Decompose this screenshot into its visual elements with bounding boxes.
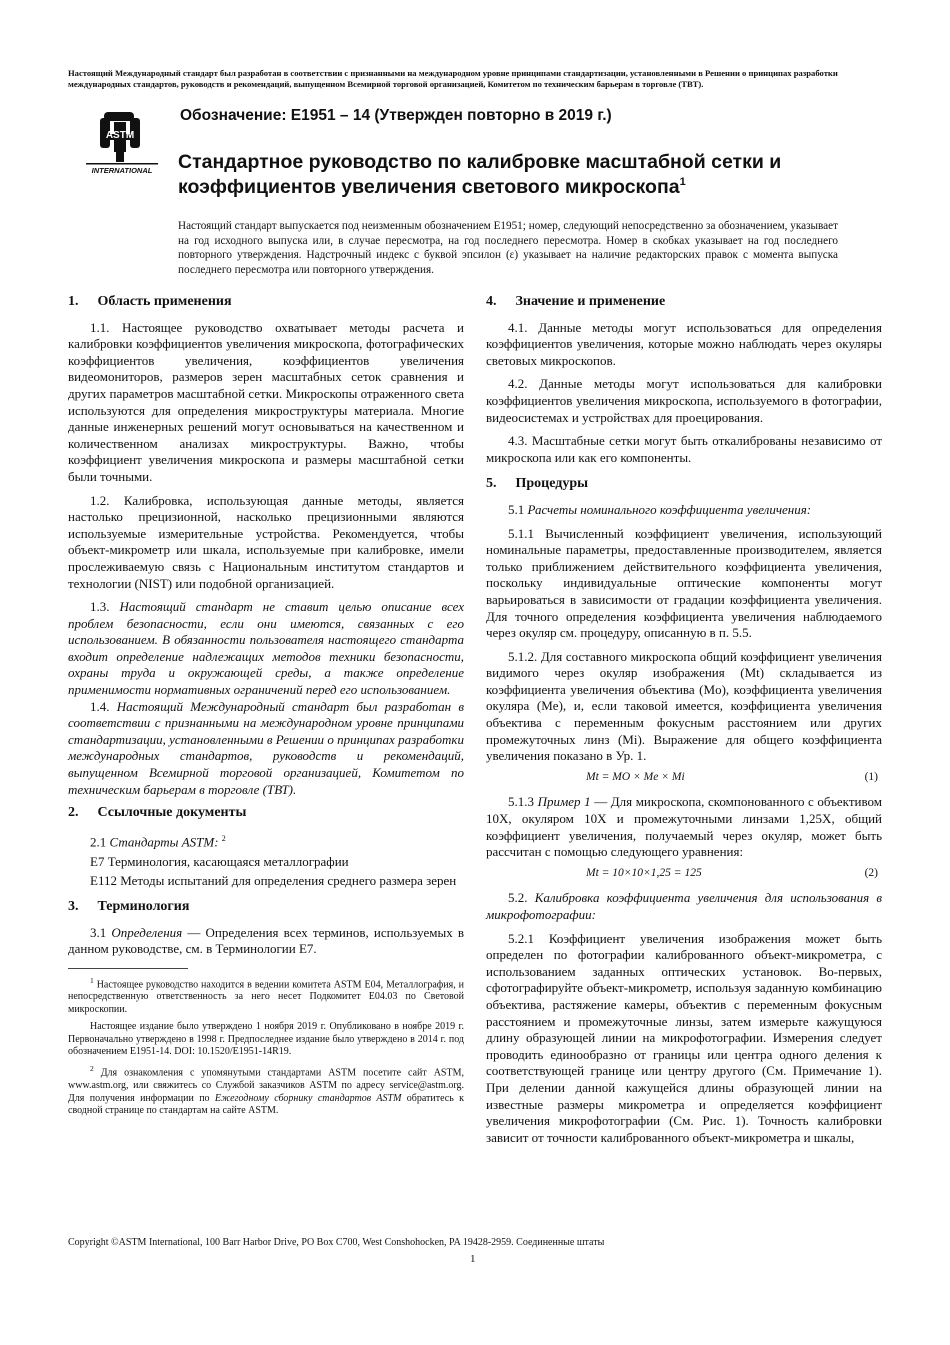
preamble: Настоящий стандарт выпускается под неизменным обозначением E1951; номер, следующий непосредственно за обозначением, указывает на год исходного выпуска или, в случае пересмотра, на год последнего пересмотра. Номер в скобках указывает на год последнего повторного утверждения. Надстрочный индекс с буквой эпсилон (ε) указывает на наличие редакторских правок с момента выпуска последнего пересмотра или повторного утверждения. <box>178 220 838 276</box>
para-2-1: 2.1 Стандарты ASTM: $^2$ <box>90 833 226 850</box>
section-2-heading: 2. Ссылочные документы <box>68 805 247 821</box>
footnote-2: $^2$ Для ознакомления с упомянутыми стандартами ASTM посетите сайт ASTM, www.astm.org, или свяжитесь со Службой заказчиков ASTM по адресу service@astm.org. Для получения информации по Ежегодному сборнику стандартов ASTM обратитесь к сводной странице по стандартам на сайте ASTM. <box>68 1064 464 1117</box>
para-1-3: 1.3. Настоящий стандарт не ставит целью описание всех проблем безопасности, если они имеются, связанных с его использованием. В обязанности пользователя настоящего стандарта входит определение надлежащих методов техники безопасности, охраны труда и окружающей среды, а также определение применимости нормативных ограничений перед его использованием. <box>68 599 464 698</box>
equation-1: Mt = MO × Me × Mi (1) <box>586 770 878 783</box>
para-4-3: 4.3. Масштабные сетки могут быть откалиброваны независимо от микроскопа или как его компоненты. <box>486 433 882 465</box>
logo-top-text: ASTM <box>105 130 135 141</box>
page-number: 1 <box>470 1253 476 1265</box>
copyright-footer: Copyright ©ASTM International, 100 Barr Harbor Drive, PO Box C700, West Conshohocken, PA 19428-2959. Соединенные штаты <box>68 1237 605 1248</box>
footnote-1: $^1$ Настоящее руководство находится в ведении комитета ASTM E04, Металлография, и непосредственную ответственность за него несет Подкомитет E04.03 по Световой микроскопии. <box>68 975 465 1015</box>
footnote-1b: Настоящее издание было утверждено 1 ноября 2019 г. Опубликовано в ноябре 2019 г. Первоначально утверждено в 1998 г. Предпоследнее издание было утверждено в 2014 г. под обозначением E1951-14. DOI: 10.1520/E1951-14R19. <box>68 1021 464 1058</box>
ref-e112: E112 Методы испытаний для определения среднего размера зерен <box>90 873 457 889</box>
para-5-1: 5.1 Расчеты номинального коэффициента увеличения: <box>508 501 812 517</box>
left-column <box>68 294 464 1122</box>
para-5-2: 5.2. Калибровка коэффициента увеличения для использования в микрофотографии: <box>486 890 883 922</box>
footnote-rule <box>68 968 188 969</box>
para-5-1-2: 5.1.2. Для составного микроскопа общий коэффициент увеличения видимого через окуляр изображения (Mt) складывается из коэффициента увеличения объектива (Mo), коэффициента увеличения окуляра (Me), и, если таковой имеется, коэффициента увеличения объектива с переменным фокусным расстоянием или других промежуточных линз (Mi). Выражение для общего коэффициента увеличения показано в Ур. 1. <box>486 648 882 764</box>
document-title <box>178 150 898 200</box>
para-1-2: 1.2. Калибровка, использующая данные методы, является настолько прецизионной, насколько прецизионными являются используемые измерительные устройства. Рекомендуется, чтобы объект-микрометр или шкала, используемые при калибровке, имели прослеживаемую связь с Национальным институтом стандартов и технологии (NIST) или подобной организацией. <box>68 492 464 591</box>
section-1-heading: 1. Область применения <box>68 294 232 309</box>
title-footnote-ref: 1 <box>679 176 686 188</box>
section-4-heading: 4. Значение и применение <box>486 294 666 309</box>
ref-e7: E7 Терминология, касающаяся металлографии <box>90 853 349 869</box>
section-5-heading: 5. Процедуры <box>486 476 589 492</box>
equation-2: Mt = 10×10×1,25 = 125 (2) <box>586 866 878 879</box>
para-1-1: 1.1. Настоящее руководство охватывает методы расчета и калибровки коэффициентов увеличения микроскопа, фотографических коэффициентов увеличения, коэффициентов увеличения видеомониторов, размеров зерен масштабных сеток сравнения и других параметров масштабной сетки. Микроскопы отраженного света используются для определения микроструктуры материала. Многие данные инженерных решений могут основываться на качественном и количественном анализах микроструктуры. Важно, чтобы коэффициент увеличения микроскопа и размеры масштабной сетки были точными. <box>68 319 464 484</box>
title-line-2: коэффициентов увеличения светового микроскопа <box>178 176 680 198</box>
para-3-1: 3.1 Определения — Определения всех терминов, используемых в данном руководстве, см. в Терминологии E7. <box>68 924 465 957</box>
astm-logo <box>86 110 158 176</box>
section-3-heading: 3. Терминология <box>68 898 190 914</box>
logo-bottom-text: INTERNATIONAL <box>91 166 153 175</box>
designation: Обозначение: E1951 – 14 (Утвержден повторно в 2019 г.) <box>180 107 612 124</box>
para-5-1-3: 5.1.3 Пример 1 — Для микроскопа, скомпонованного с объективом 10X, окуляром 10X и промежуточными линзами 1,25X, общий коэффициент увеличения, получаемый через окуляр, может быть рассчитан с помощью следующего уравнения: <box>486 794 882 860</box>
notice-text: Настоящий Международный стандарт был разработан в соответствии с признанными на международном уровне принципами стандартизации, установленными в Решении о принципах разработки международных стандартов, руководств и рекомендаций, выпущенном Всемирной торговой организацией, Комитетом по техническим барьерам в торговле (ТВТ). <box>68 68 838 89</box>
para-5-2-1: 5.2.1 Коэффициент увеличения изображения может быть определен по фотографии калиброванного объект-микрометра, с использованием заданных оптических установок. Во-первых, сфотографируйте объект-микрометр, используя заданную комбинацию объектива, растяжение камеры, объектив с переменным фокусным расстоянием и промежуточные линзы, затем измерьте кажущуюся длину образующей линии на микрофотографии. Измерения следует проводить единообразно от границы или центра одного деления к соответствующей границе или центру другого (См. Примечание 1). При делении данной кажущейся длины образующей линии на известные размеры микрометра и определяется коэффициент увеличения микрофотографии (См. Рис. 1). Точность калибровки зависит от точности калиброванного объект-микрометра и шкалы, <box>486 930 882 1145</box>
para-4-2: 4.2. Данные методы могут использоваться для калибровки коэффициентов увеличения микроскопа, используемого в фотографии, видеосистемах и устройствах для проецирования. <box>486 376 882 425</box>
right-column <box>486 294 882 1153</box>
para-4-1: 4.1. Данные методы могут использоваться для определения коэффициентов увеличения, которые можно наблюдать через окуляры световых микроскопов. <box>486 319 882 368</box>
para-1-4: 1.4. Настоящий Международный стандарт был разработан в соответствии с признанными на международном уровне принципами стандартизации, установленными в Решении о принципах разработки международных стандартов, руководств и рекомендаций, выпущенном Всемирной торговой организацией, Комитетом по техническим барьерам в торговле (ТВТ). <box>68 698 464 797</box>
title-line-1: Стандартное руководство по калибровке масштабной сетки и <box>178 151 782 173</box>
para-5-1-1: 5.1.1 Вычисленный коэффициент увеличения, использующий номинальные параметры, предоставленные производителем, является только приближением действительного коэффициента увеличения, поскольку индивидуальные оптические компоненты могут варьироваться в зависимости от градации коэффициента увеличения. Для точного определения коэффициента увеличения наблюдаемого через окуляр см. процедуру, описанную в п. 5.5. <box>486 525 882 641</box>
